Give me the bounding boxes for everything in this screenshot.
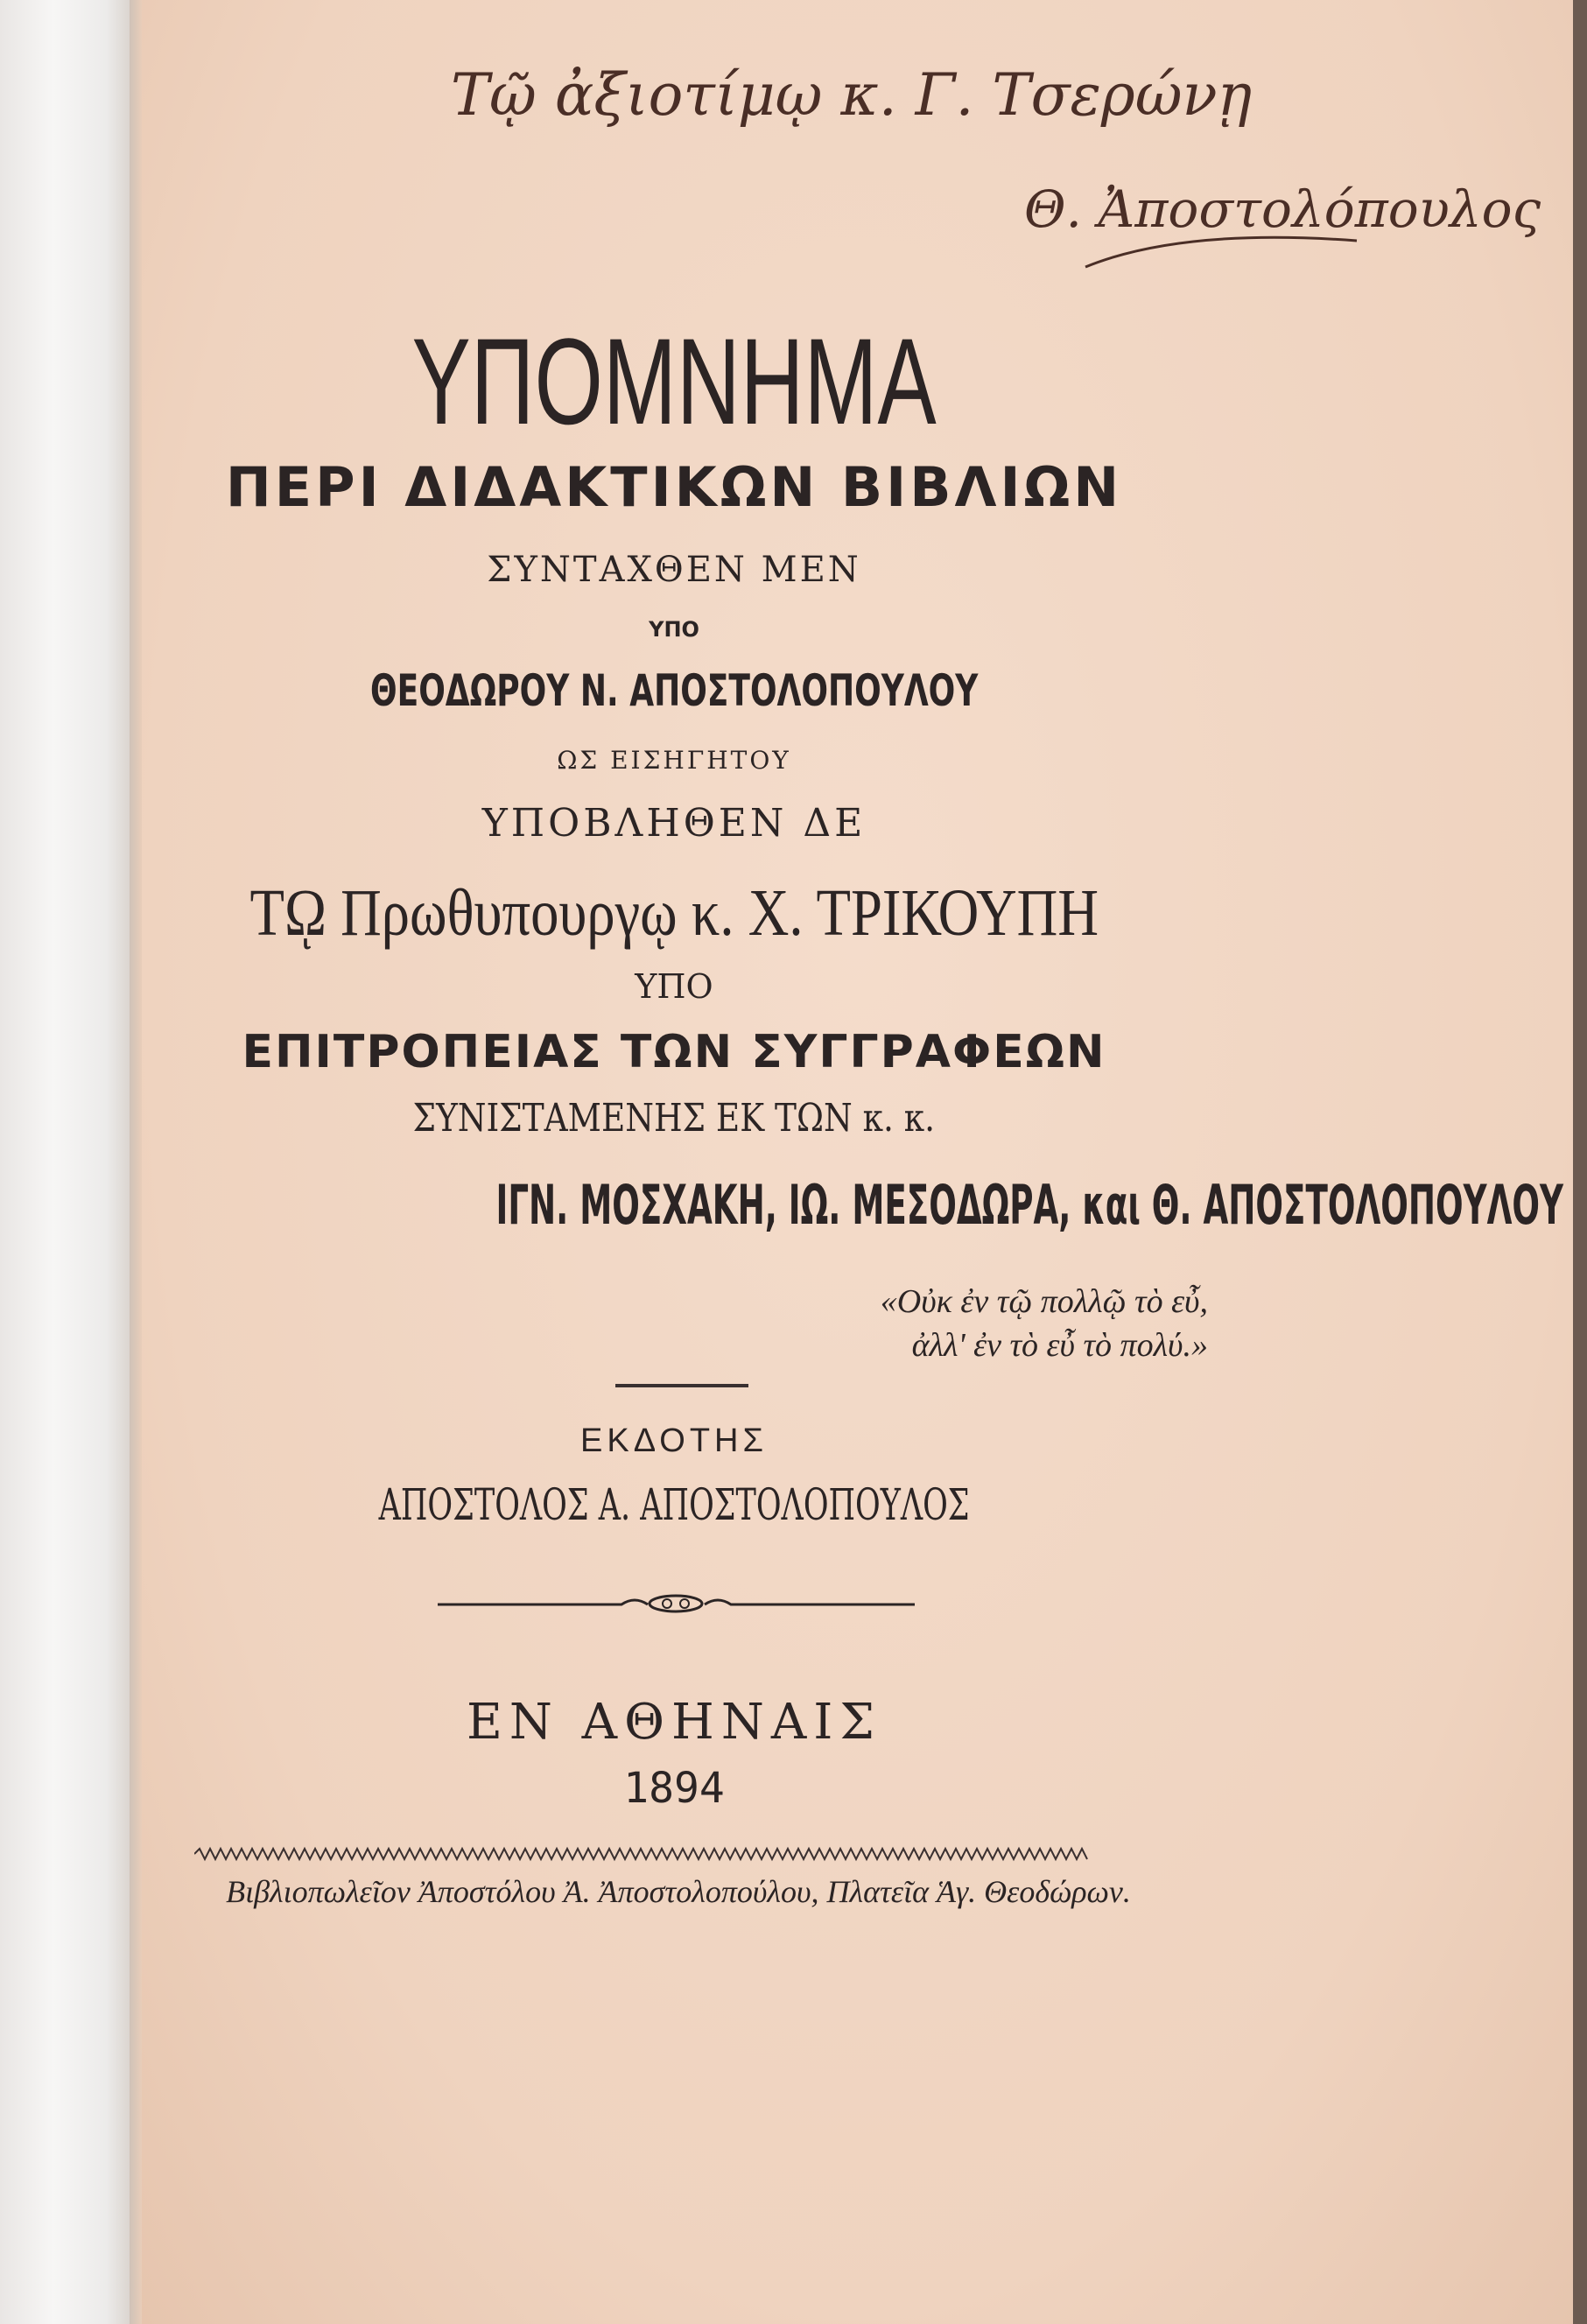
subtitle: ΠΕΡΙ ΔΙΔΑΚΤΙΚΩΝ ΒΙΒΛΙΩΝ [225,455,1123,519]
handwritten-dedication: Τῷ ἀξιοτίμῳ κ. Γ. Τσερώνῃ [451,61,1253,129]
submitted-line: ΥΠΟΒΛΗΘΕΝ ΔΕ [481,801,867,846]
author-line: ΘΕΟΔΩΡΟΥ Ν. ΑΠΟΣΤΟΛΟΠΟΥΛΟΥ [369,665,979,716]
publisher-name: ΑΠΟΣΤΟΛΟΣ Α. ΑΠΟΣΤΟΛΟΠΟΥΛΟΣ [378,1479,970,1530]
committee-line: ΕΠΙΤΡΟΠΕΙΑΣ ΤΩΝ ΣΥΓΓΡΑΦΕΩΝ [242,1026,1106,1078]
imprint: Βιβλιοπωλεῖον Ἀποστόλου Ἀ. Ἀποστολοπούλου, Πλατεῖα Ἁγ. Θεοδώρων. [226,1874,1131,1909]
composed-line: ΣΥΝΤΑΧΘΕΝ ΜΕΝ [487,550,861,590]
signature-flourish [1077,232,1374,276]
members-line: ΙΓΝ. ΜΟΣΧΑΚΗ, ΙΩ. ΜΕΣΟΔΩΡΑ, και Θ. ΑΠΟΣΤΟΛΟΠΟΥΛΟΥ [495,1173,1563,1237]
spine-binding [0,0,133,2324]
consisting-line: ΣΥΝΙΣΤΑΜΕΝΗΣ ΕΚ ΤΩΝ κ. κ. [412,1096,936,1141]
by-line-2: ΥΠΟ [635,967,713,1006]
ornament-divider [438,1589,915,1618]
wavy-rule [194,1845,1166,1863]
place: ΕΝ ΑΘΗΝΑΙΣ [466,1694,882,1751]
title: ΥΠΟΜΝΗΜΑ [411,312,937,450]
by-line-1: ΥΠΟ [649,617,699,642]
role-line: ΩΣ ΕΙΣΗΓΗΤΟΥ [557,746,791,775]
epigraph-line-1: «Οὐκ ἐν τῷ πολλῷ τὸ εὖ, [880,1283,1208,1320]
page-edge [1573,0,1587,2324]
year: 1894 [623,1764,725,1813]
publisher-label: ΕΚΔΟΤΗΣ [580,1422,768,1459]
recipient-line: Τῼ Πρωθυπουργῳ κ. Χ. ΤΡΙΚΟΥΠΗ [249,876,1099,950]
handwritten-signature: Θ. Ἀποστολόπουλος [1024,179,1541,239]
divider-rule [615,1384,748,1387]
epigraph-line-2: ἀλλ' ἐν τὸ εὖ τὸ πολύ.» [911,1327,1208,1364]
